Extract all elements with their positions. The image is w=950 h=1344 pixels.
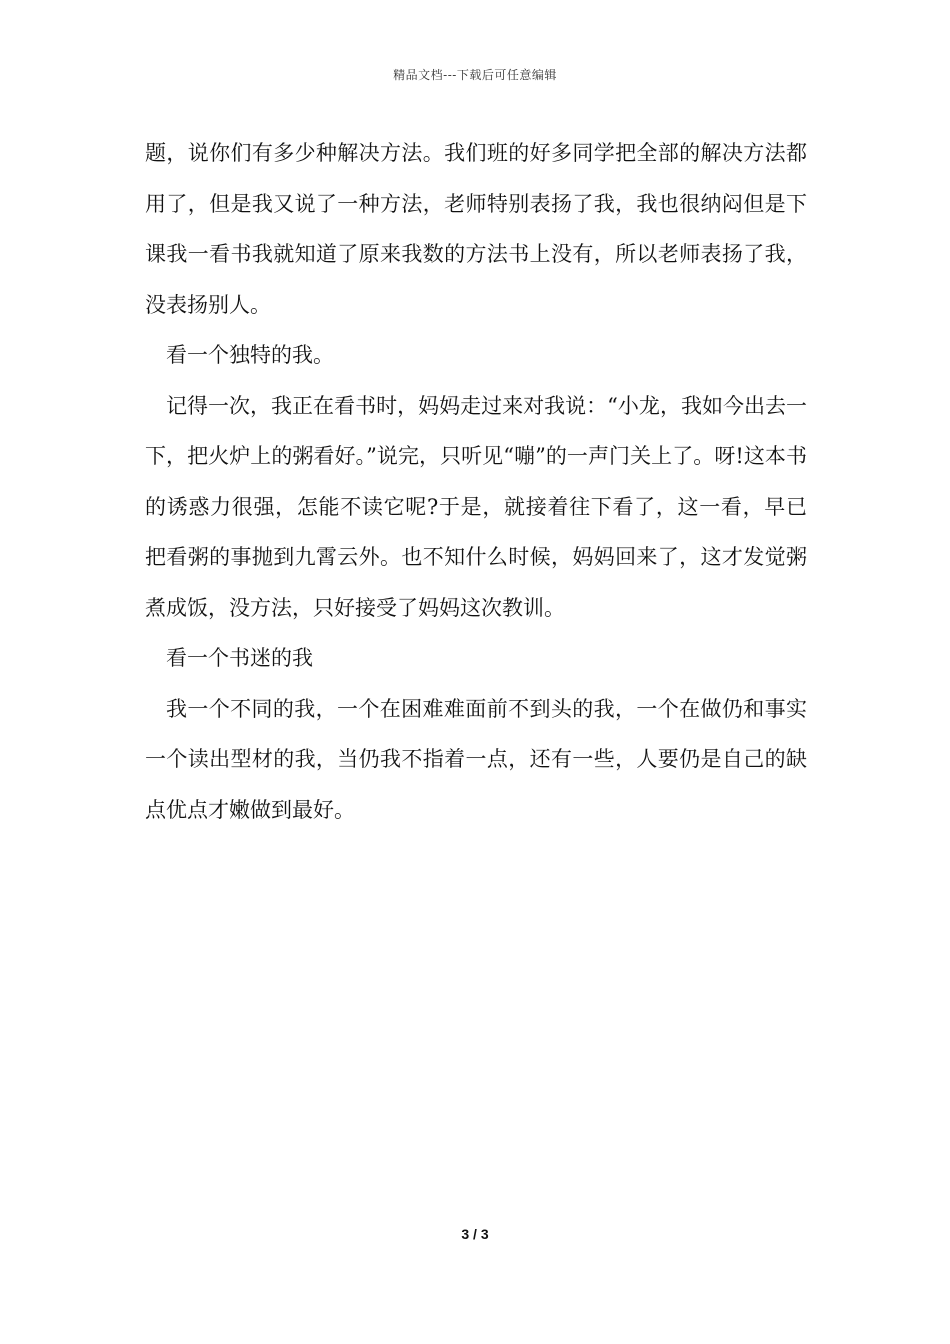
page-header: 精品文档---下载后可任意编辑 (393, 68, 557, 82)
paragraph-story: 记得一次，我正在看书时，妈妈走过来对我说：“小龙，我如今出去一下，把火炉上的粥看好。”说完，只听见“嘣”的一声门关上了。呀!这本书的诱惑力很强，怎能不读它呢?于是，就接着往下看了，这一看，早已把看粥的事抛到九霄云外。也不知什么时候，妈妈回来了，这才发觉粥煮成饭，没方法，只好接受了妈妈这次教训。 (145, 393, 807, 620)
section-heading-bookworm: 看一个书迷的我 (166, 646, 313, 670)
document-body (145, 128, 807, 835)
section-heading-unique: 看一个独特的我。 (166, 343, 334, 367)
paragraph-conclusion: 我一个不同的我，一个在困难难面前不到头的我，一个在做仍和事实一个读出型材的我，当仍我不指着一点，还有一些，人要仍是自己的缺点优点才嫩做到最好。 (145, 696, 807, 822)
page-number: 3 / 3 (461, 1226, 489, 1242)
paragraph-continuation: 题，说你们有多少种解决方法。我们班的好多同学把全部的解决方法都用了，但是我又说了一种方法，老师特别表扬了我，我也很纳闷但是下课我一看书我就知道了原来我数的方法书上没有，所以老师表扬了我，没表扬别人。 (145, 141, 807, 317)
